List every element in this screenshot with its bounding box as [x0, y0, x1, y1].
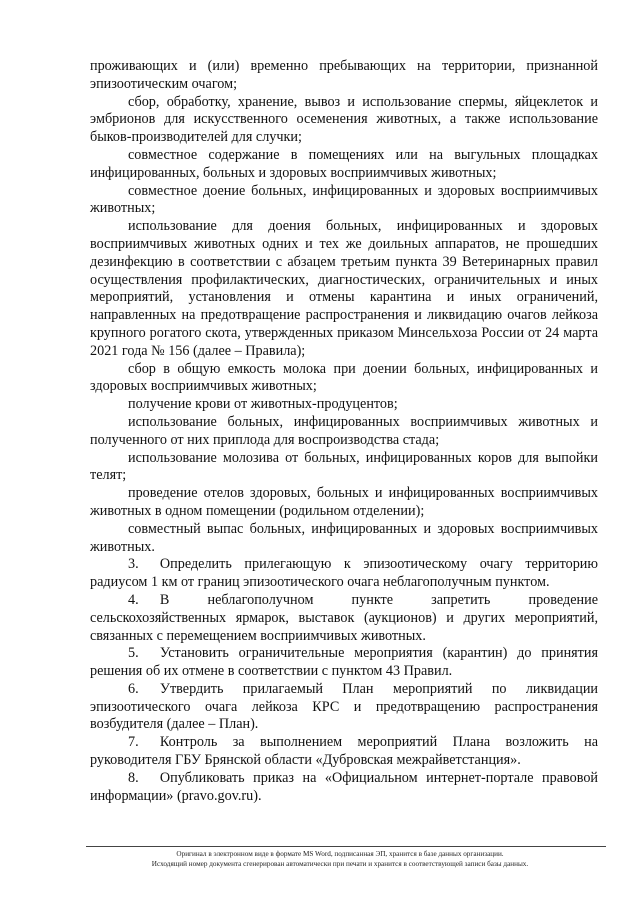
paragraph-joint-milking: совместное доение больных, инфицированных и здоровых восприимчивых животных;	[90, 182, 598, 217]
footer-line-original: Оригинал в электронном виде в формате MS Word, подписанная ЭП, хранится в базе данных организации.	[176, 850, 504, 858]
paragraph-calving: проведение отелов здоровых, больных и инфицированных восприимчивых животных в одном помещении (родильном отделении);	[90, 485, 598, 519]
footer-line-number: Исходящий номер документа сгенерирован автоматически при печати и хранится в соответствующей записи базы данных.	[151, 860, 529, 868]
document-body	[90, 58, 598, 805]
paragraph-blood-collection: получение крови от животных-продуцентов;	[128, 396, 398, 413]
numbered-item-3: 3. Определить прилегающую к эпизоотическому очагу территорию радиусом 1 км от границ эпизоотического очага неблагополучным пунктом.	[90, 556, 598, 591]
numbered-item-6: 6. Утвердить прилагаемый План мероприятий по ликвидации эпизоотического очага лейкоза КРС и предотвращению распространения возбудителя (далее – План).	[90, 680, 598, 733]
paragraph-milk-collection: сбор в общую емкость молока при доении больных, инфицированных и здоровых восприимчивых животных;	[90, 360, 598, 395]
numbered-item-5: 5. Установить ограничительные мероприятия (карантин) до принятия решения об их отмене в соответствии с пунктом 43 Правил.	[90, 645, 598, 680]
paragraph-continuation: проживающих и (или) временно пребывающих на территории, признанной эпизоотическим очагом;	[90, 58, 598, 92]
paragraph-herd-reproduction: использование больных, инфицированных восприимчивых животных и полученного от них приплода для воспроизводства стада;	[90, 413, 598, 448]
paragraph-colostrum: использование молозива от больных, инфицированных коров для выпойки телят;	[90, 449, 598, 484]
paragraph-sperm-collection: сбор, обработку, хранение, вывоз и использование спермы, яйцеклеток и эмбрионов для искусственного осеменения животных, а также использование быков-производителей для случки;	[90, 93, 598, 146]
paragraph-milking-machines: использование для доения больных, инфицированных и здоровых восприимчивых животных одних и тех же доильных аппаратов, не прошедших дезинфекцию в соответствии с абзацем третьим пункта 39 Ветеринарных правил осуществления профилактических, диагностических, ограничительных и иных мероприятий, установления и отмены карантина и иных ограничений, направленных на предотвращение распространения и ликвидацию очагов лейкоза крупного рогатого скота, утвержденных приказом Минсельхоза России от 24 марта 2021 года № 156 (далее – Правила);	[90, 218, 598, 359]
numbered-item-7: 7. Контроль за выполнением мероприятий Плана возложить на руководителя ГБУ Брянской области «Дубровская межрайветстанция».	[90, 734, 598, 769]
footer-note	[60, 849, 620, 869]
footer-divider	[86, 846, 606, 847]
paragraph-joint-keeping: совместное содержание в помещениях или на выгульных площадках инфицированных, больных и здоровых восприимчивых животных;	[90, 146, 598, 181]
paragraph-grazing: совместный выпас больных, инфицированных и здоровых восприимчивых животных.	[90, 520, 598, 555]
numbered-item-4: 4. В неблагополучном пункте запретить проведение сельскохозяйственных ярмарок, выставок (аукционов) и других мероприятий, связанных с перемещением восприимчивых животных.	[90, 591, 598, 644]
numbered-item-8: 8. Опубликовать приказ на «Официальном интернет-портале правовой информации» (pravo.gov.ru).	[90, 769, 598, 804]
